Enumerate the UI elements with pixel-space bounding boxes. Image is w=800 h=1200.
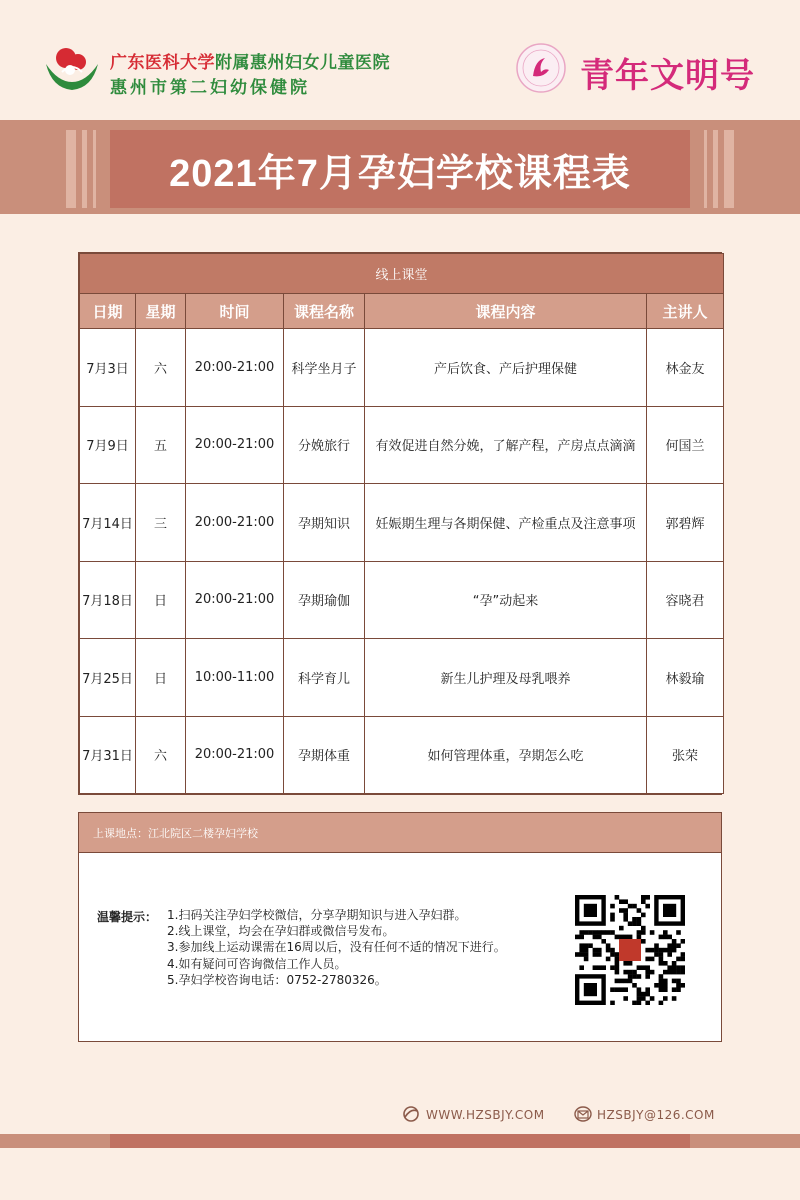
cell-date: 7月14日: [80, 484, 136, 562]
cell-weekday: 三: [136, 484, 186, 562]
column-header-content: 课程内容: [365, 294, 647, 329]
cell-course: 科学育儿: [284, 639, 365, 717]
page-title: 2021年7月孕妇学校课程表: [169, 152, 631, 195]
cell-course: 孕期知识: [284, 484, 365, 562]
youth-badge-icon: [515, 42, 567, 94]
cell-speaker: 何国兰: [647, 406, 724, 484]
mail-icon: [574, 1106, 592, 1122]
cell-content: 有效促进自然分娩，了解产程，产房点点滴滴: [365, 406, 647, 484]
schedule-table: [78, 252, 722, 795]
cell-time: 20:00-21:00: [186, 561, 284, 639]
cell-speaker: 林毅瑜: [647, 639, 724, 717]
column-header-course: 课程名称: [284, 294, 365, 329]
banner-stripes-right: [690, 130, 800, 208]
table-row: [80, 406, 724, 484]
tip-item: 1.扫码关注孕妇学校微信，分享孕期知识与进入孕妇群。: [167, 908, 467, 922]
hospital-logo-icon: [42, 42, 102, 92]
cell-speaker: 林金友: [647, 329, 724, 407]
cell-date: 7月9日: [80, 406, 136, 484]
cell-weekday: 日: [136, 639, 186, 717]
column-header-time: 时间: [186, 294, 284, 329]
title-banner: [0, 120, 800, 214]
tip-item: 4.如有疑问可咨询微信工作人员。: [167, 956, 347, 971]
footer-bar-center: [110, 1134, 690, 1148]
table-row: [80, 484, 724, 562]
website-link[interactable]: WWW.HZSBJY.COM: [426, 1108, 545, 1122]
cell-weekday: 五: [136, 406, 186, 484]
cell-content: 产后饮食、产后护理保健: [365, 329, 647, 407]
cell-course: 科学坐月子: [284, 329, 365, 407]
column-header-speaker: 主讲人: [647, 294, 724, 329]
qr-code-icon[interactable]: [575, 895, 685, 1005]
hospital-name-line2: 惠州市第二妇幼保健院: [110, 78, 310, 98]
cell-content: “孕”动起来: [365, 561, 647, 639]
table-row: [80, 716, 724, 794]
youth-civilization-title: 青年文明号: [580, 56, 755, 96]
column-header-date: 日期: [80, 294, 136, 329]
cell-content: 如何管理体重，孕期怎么吃: [365, 716, 647, 794]
table-row: [80, 639, 724, 717]
cell-speaker: 张荣: [647, 716, 724, 794]
tips-label: 温馨提示：: [97, 910, 158, 924]
cell-time: 20:00-21:00: [186, 329, 284, 407]
tip-item: 3.参加线上运动课需在16周以后，没有任何不适的情况下进行。: [167, 940, 506, 955]
page-header: [0, 0, 800, 120]
cell-weekday: 六: [136, 329, 186, 407]
banner-stripes-left: [0, 130, 110, 208]
table-row: [80, 561, 724, 639]
tips-list: [167, 907, 506, 988]
section-header: 线上课堂: [80, 254, 724, 294]
cell-date: 7月25日: [80, 639, 136, 717]
cell-date: 7月31日: [80, 716, 136, 794]
cell-speaker: 容晓君: [647, 561, 724, 639]
cell-date: 7月18日: [80, 561, 136, 639]
cell-course: 孕期瑜伽: [284, 561, 365, 639]
email-link[interactable]: HZSBJY@126.COM: [597, 1108, 715, 1122]
notice-box: [78, 812, 722, 1042]
tip-item: 5.孕妇学校咨询电话：0752-2780326。: [167, 972, 387, 987]
cell-course: 分娩旅行: [284, 406, 365, 484]
cell-time: 10:00-11:00: [186, 639, 284, 717]
cell-date: 7月3日: [80, 329, 136, 407]
cell-course: 孕期体重: [284, 716, 365, 794]
cell-time: 20:00-21:00: [186, 484, 284, 562]
cell-content: 新生儿护理及母乳喂养: [365, 639, 647, 717]
cell-content: 妊娠期生理与各期保健、产检重点及注意事项: [365, 484, 647, 562]
class-location: 上课地点：江北院区二楼孕妇学校: [79, 813, 721, 853]
column-header-weekday: 星期: [136, 294, 186, 329]
cell-time: 20:00-21:00: [186, 406, 284, 484]
web-icon: [402, 1106, 420, 1122]
cell-weekday: 日: [136, 561, 186, 639]
cell-weekday: 六: [136, 716, 186, 794]
cell-speaker: 郭碧辉: [647, 484, 724, 562]
hospital-name-line1: 广东医科大学附属惠州妇女儿童医院: [110, 53, 390, 73]
tip-item: 2.线上课堂，均会在孕妇群或微信号发布。: [167, 924, 395, 939]
cell-time: 20:00-21:00: [186, 716, 284, 794]
table-row: [80, 329, 724, 407]
